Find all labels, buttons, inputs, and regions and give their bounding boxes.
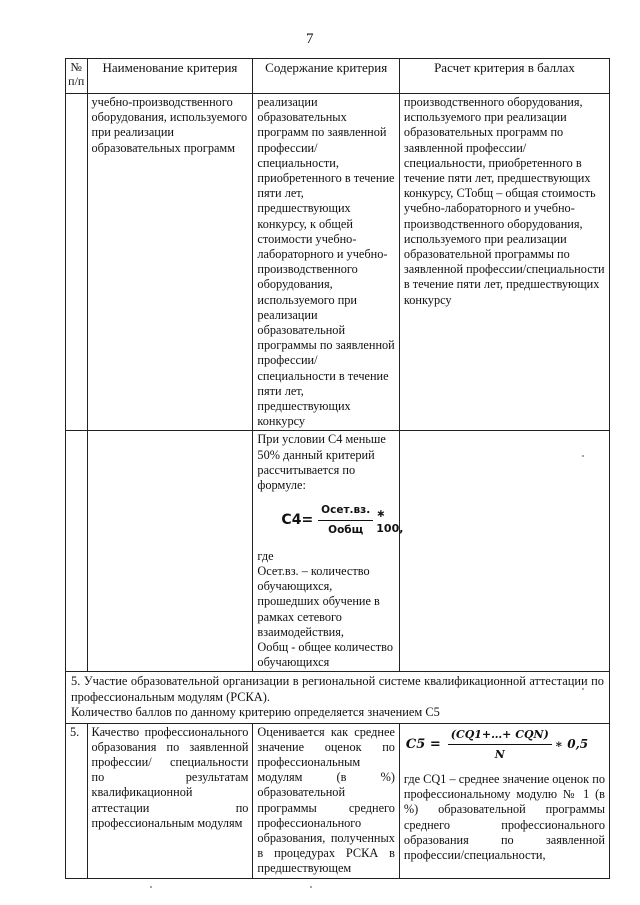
scan-speck: [310, 886, 312, 888]
row2-content: [253, 431, 404, 672]
formula-c4-denominator: Ообщ: [328, 524, 364, 537]
row2-num: [66, 431, 88, 672]
section-5-heading: [66, 672, 610, 723]
row1-name: учебно-производственного оборудования, используемого при реализации образовательных программ: [87, 94, 253, 431]
row2-definition-1: Осет.вз. – количество обучающихся, прошедших обучение в рамках сетевого взаимодействия,: [257, 563, 380, 639]
formula-c5-lhs: С5 =: [405, 736, 441, 752]
row2-where: где: [257, 548, 274, 563]
scan-speck: [150, 886, 152, 888]
formula-c4-fraction: [318, 503, 373, 538]
row2-definition-2: Ообщ - общее количество обучающихся: [257, 639, 393, 670]
row5-content: Оценивается как среднее значение оценок по профессиональным модулям (в %) образовательной программы среднего профессионального образования, полученных в процедурах РСКА в предшествующем: [253, 723, 400, 878]
formula-c5-numerator: (CQ1+…+ CQN): [448, 727, 552, 745]
row1-num: [66, 94, 88, 431]
row5-calc: [399, 723, 609, 878]
row5-calc-text: где CQ1 – среднее значение оценок по профессиональному модулю № 1 (в %) образовательной программы среднего профессионального образования по заявленной профессии/специальности,: [403, 771, 605, 862]
formula-c4-lhs: С4=: [281, 512, 314, 529]
section-5-row: [66, 672, 610, 723]
scan-speck: [582, 688, 584, 690]
section-5-title: 5. Участие образовательной организации в региональной системе квалификационной аттестации по профессиональным модулям (РСКА).: [71, 674, 604, 704]
row1-calc: производственного оборудования, используемого при реализации образовательных программ по заявленной профессии/специальности, приобретенного в течение пяти лет, предшествующих конкурсу, СТобщ – общая стоимость учебно-лабораторного и учебно-производственного оборудования, используемого при реализации образовательной программы по заявленной профессии/специальности в течение пяти лет, предшествующих конкурсу: [399, 94, 609, 431]
table-row: [66, 94, 610, 431]
row2-intro: При условии С4 меньше 50% данный критерий рассчитывается по формуле:: [257, 432, 386, 493]
header-content: Содержание критерия: [253, 59, 400, 94]
header-name: Наименование критерия: [87, 59, 253, 94]
header-num: № п/п: [66, 59, 88, 94]
formula-c5-denominator: N: [494, 747, 505, 761]
table-row: [66, 431, 610, 672]
row5-num: 5.: [66, 723, 88, 878]
formula-c4: [281, 503, 404, 538]
header-calc: Расчет критерия в баллах: [399, 59, 609, 94]
criteria-table: [65, 58, 610, 879]
formula-c5-fraction: [448, 727, 552, 762]
row2-calc: [399, 431, 609, 672]
formula-c4-numerator: Осет.вз.: [318, 503, 373, 521]
row5-name: Качество профессионального образования по заявленной профессии/ специальности по результатам квалификационной аттестации по профессиональным модулям: [87, 723, 253, 878]
page-number: 7: [306, 31, 314, 47]
formula-c5: [406, 727, 605, 762]
formula-c4-rhs: ∗ 100,: [376, 506, 404, 535]
row1-content: реализации образовательных программ по заявленной профессии/специальности, приобретенного в течение пяти лет, предшествующих конкурсу, к общей стоимости учебно-лабораторного и учебно-производственного оборудования, используемого при реализации образовательной программы по заявленной профессии/ специальности в течение пяти лет, предшествующих конкурсу: [253, 94, 400, 431]
row2-name: [87, 431, 253, 672]
section-5-note: Количество баллов по данному критерию определяется значением С5: [71, 705, 440, 720]
table-header-row: [66, 59, 610, 94]
table-row: [66, 723, 610, 878]
formula-c5-rhs: ∗ 0,5: [554, 736, 589, 751]
scan-speck: [582, 455, 584, 457]
